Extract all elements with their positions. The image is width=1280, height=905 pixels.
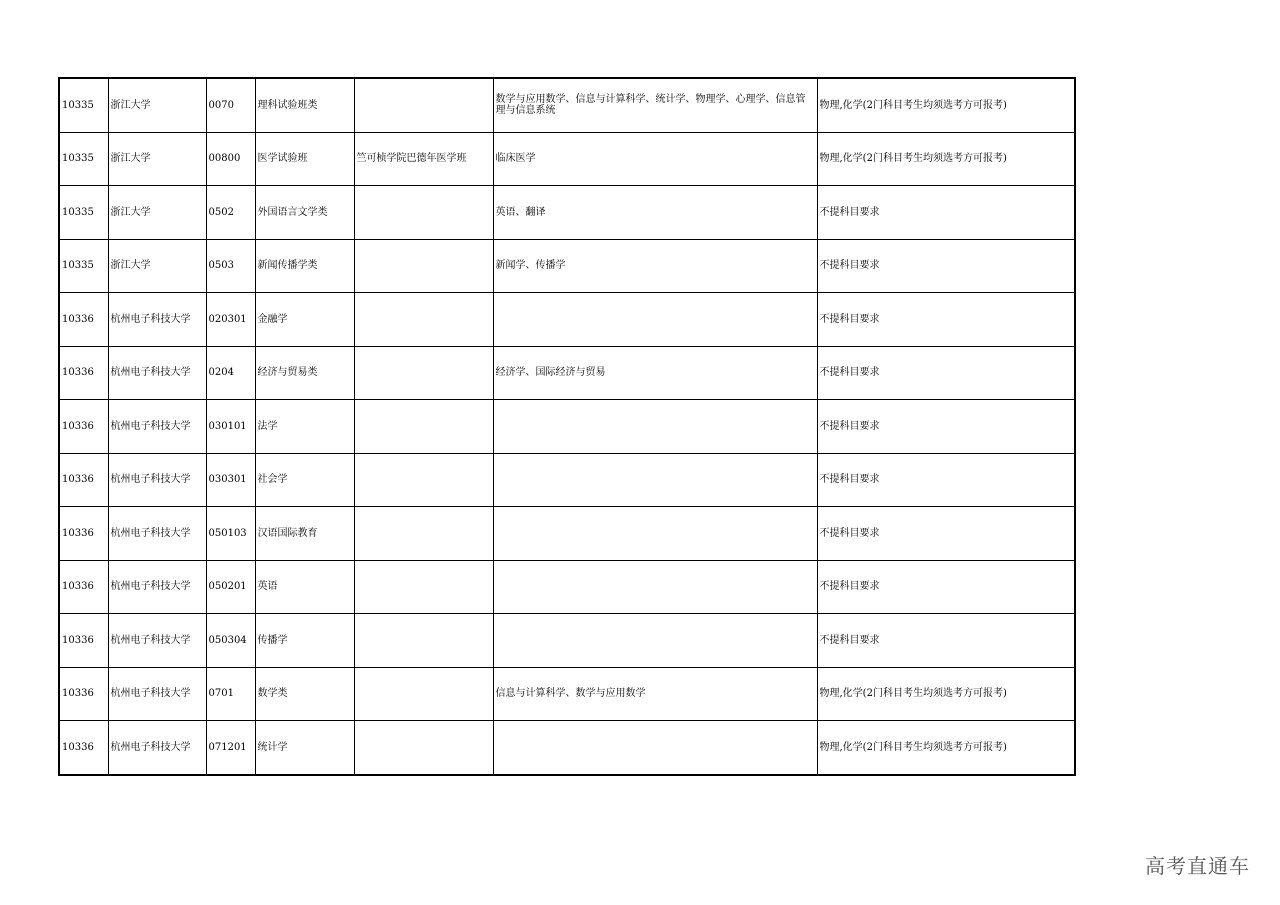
table-row [59, 239, 1075, 293]
school-code-cell: 10336 [59, 560, 108, 614]
major-code-cell: 071201 [206, 721, 255, 775]
included-majors-cell [493, 293, 817, 347]
table-row [59, 293, 1075, 347]
school-code-cell: 10336 [59, 453, 108, 507]
included-majors-cell [493, 721, 817, 775]
school-name-cell: 浙江大学 [108, 132, 206, 186]
major-name-cell: 金融学 [255, 293, 354, 347]
major-code-cell: 0502 [206, 186, 255, 240]
major-name-cell: 汉语国际教育 [255, 507, 354, 561]
included-majors-cell [493, 400, 817, 454]
included-majors-cell: 英语、翻译 [493, 186, 817, 240]
major-name-cell: 理科试验班类 [255, 78, 354, 132]
subject-requirement-cell: 不提科目要求 [817, 560, 1075, 614]
included-majors-cell: 经济学、国际经济与贸易 [493, 346, 817, 400]
major-code-cell: 030301 [206, 453, 255, 507]
major-code-cell: 020301 [206, 293, 255, 347]
school-name-cell: 杭州电子科技大学 [108, 560, 206, 614]
major-code-cell: 0701 [206, 667, 255, 721]
major-name-cell: 英语 [255, 560, 354, 614]
subject-requirement-cell: 不提科目要求 [817, 186, 1075, 240]
subject-requirement-cell: 物理,化学(2门科目考生均须选考方可报考) [817, 721, 1075, 775]
major-code-cell: 030101 [206, 400, 255, 454]
major-name-cell: 统计学 [255, 721, 354, 775]
school-name-cell: 杭州电子科技大学 [108, 400, 206, 454]
subject-requirement-cell: 不提科目要求 [817, 614, 1075, 668]
major-code-cell: 050103 [206, 507, 255, 561]
school-name-cell: 浙江大学 [108, 78, 206, 132]
table-row [59, 453, 1075, 507]
table-row [59, 346, 1075, 400]
table-row [59, 132, 1075, 186]
class-note-cell [354, 560, 493, 614]
major-code-cell: 0204 [206, 346, 255, 400]
major-name-cell: 医学试验班 [255, 132, 354, 186]
included-majors-cell [493, 614, 817, 668]
class-note-cell [354, 400, 493, 454]
school-name-cell: 杭州电子科技大学 [108, 614, 206, 668]
major-code-cell: 050304 [206, 614, 255, 668]
school-code-cell: 10336 [59, 667, 108, 721]
school-name-cell: 杭州电子科技大学 [108, 346, 206, 400]
major-name-cell: 新闻传播学类 [255, 239, 354, 293]
table-row [59, 400, 1075, 454]
major-name-cell: 法学 [255, 400, 354, 454]
class-note-cell [354, 186, 493, 240]
table-row [59, 721, 1075, 775]
included-majors-cell [493, 453, 817, 507]
school-name-cell: 杭州电子科技大学 [108, 293, 206, 347]
school-code-cell: 10335 [59, 78, 108, 132]
school-code-cell: 10336 [59, 507, 108, 561]
school-code-cell: 10335 [59, 186, 108, 240]
major-name-cell: 经济与贸易类 [255, 346, 354, 400]
major-code-cell: 0503 [206, 239, 255, 293]
major-code-cell: 050201 [206, 560, 255, 614]
subject-requirement-cell: 不提科目要求 [817, 453, 1075, 507]
school-code-cell: 10336 [59, 346, 108, 400]
school-code-cell: 10336 [59, 721, 108, 775]
major-name-cell: 外国语言文学类 [255, 186, 354, 240]
included-majors-cell [493, 560, 817, 614]
major-code-cell: 00800 [206, 132, 255, 186]
major-name-cell: 数学类 [255, 667, 354, 721]
admission-subject-table [58, 77, 1076, 776]
school-name-cell: 浙江大学 [108, 239, 206, 293]
included-majors-cell: 信息与计算科学、数学与应用数学 [493, 667, 817, 721]
school-name-cell: 杭州电子科技大学 [108, 507, 206, 561]
table-row [59, 667, 1075, 721]
subject-requirement-cell: 不提科目要求 [817, 346, 1075, 400]
class-note-cell [354, 78, 493, 132]
included-majors-cell: 临床医学 [493, 132, 817, 186]
school-name-cell: 杭州电子科技大学 [108, 667, 206, 721]
table-row [59, 507, 1075, 561]
table-row [59, 614, 1075, 668]
class-note-cell: 竺可桢学院巴德年医学班 [354, 132, 493, 186]
subject-requirement-cell: 不提科目要求 [817, 239, 1075, 293]
school-code-cell: 10335 [59, 239, 108, 293]
school-name-cell: 杭州电子科技大学 [108, 453, 206, 507]
class-note-cell [354, 239, 493, 293]
class-note-cell [354, 667, 493, 721]
class-note-cell [354, 721, 493, 775]
school-code-cell: 10335 [59, 132, 108, 186]
school-name-cell: 浙江大学 [108, 186, 206, 240]
watermark-text: 高考直通车 [1145, 854, 1250, 878]
major-code-cell: 0070 [206, 78, 255, 132]
table-row [59, 186, 1075, 240]
subject-requirement-cell: 物理,化学(2门科目考生均须选考方可报考) [817, 78, 1075, 132]
subject-requirement-cell: 不提科目要求 [817, 400, 1075, 454]
table-body [59, 78, 1075, 775]
class-note-cell [354, 453, 493, 507]
subject-requirement-cell: 物理,化学(2门科目考生均须选考方可报考) [817, 667, 1075, 721]
school-name-cell: 杭州电子科技大学 [108, 721, 206, 775]
class-note-cell [354, 507, 493, 561]
included-majors-cell: 新闻学、传播学 [493, 239, 817, 293]
included-majors-cell: 数学与应用数学、信息与计算科学、统计学、物理学、心理学、信息管理与信息系统 [493, 78, 817, 132]
major-name-cell: 社会学 [255, 453, 354, 507]
class-note-cell [354, 614, 493, 668]
school-code-cell: 10336 [59, 614, 108, 668]
included-majors-cell [493, 507, 817, 561]
subject-requirement-cell: 不提科目要求 [817, 293, 1075, 347]
school-code-cell: 10336 [59, 400, 108, 454]
class-note-cell [354, 293, 493, 347]
subject-requirement-cell: 物理,化学(2门科目考生均须选考方可报考) [817, 132, 1075, 186]
major-name-cell: 传播学 [255, 614, 354, 668]
school-code-cell: 10336 [59, 293, 108, 347]
table-row [59, 560, 1075, 614]
subject-requirement-cell: 不提科目要求 [817, 507, 1075, 561]
class-note-cell [354, 346, 493, 400]
table-row [59, 78, 1075, 132]
